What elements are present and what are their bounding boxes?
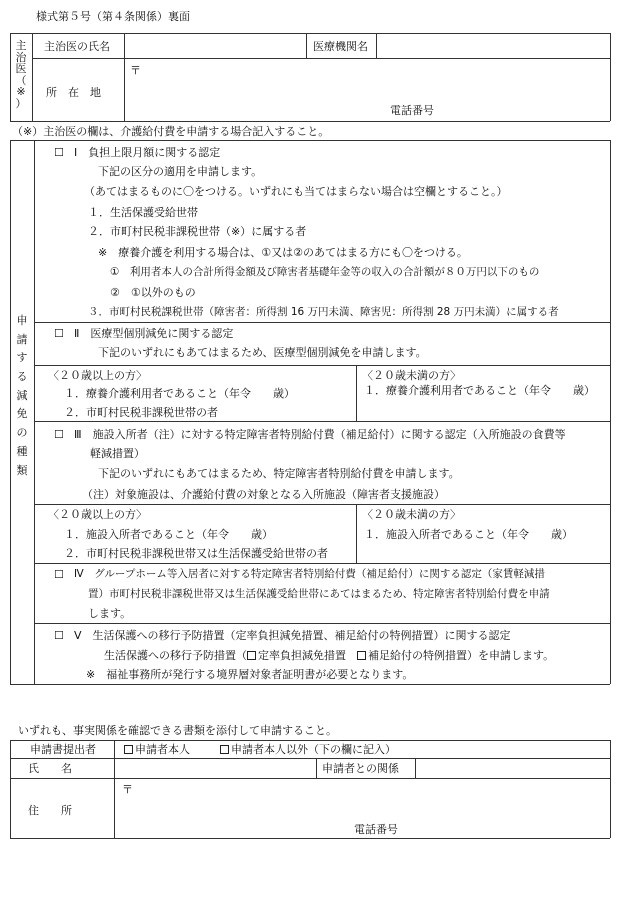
section-1-item1[interactable]: １．生活保護受給世帯 <box>88 206 198 219</box>
section-2-right-item1[interactable]: １．療養介護利用者であること（年令 歳） <box>364 384 595 397</box>
doctor-phone-field[interactable] <box>446 102 606 119</box>
section-3-title: Ⅲ 施設入所者（注）に対する特定障害者特別給付費（補足給付）に関する認定（入所施設の食費等 <box>74 428 566 441</box>
section-2-title: Ⅱ 医療型個別減免に関する認定 <box>74 327 234 340</box>
doctor-phone-label: 電話番号 <box>390 104 434 117</box>
section-2-left-head: 〈２０歳以上の方〉 <box>48 369 147 382</box>
section-3-line1: 下記のいずれにもあてはまるため、特定障害者特別給付費を申請します。 <box>98 467 460 480</box>
submitter-phone-label: 電話番号 <box>354 823 398 836</box>
section-1-line1: 下記の区分の適用を申請します。 <box>98 165 263 178</box>
submitter-name-field[interactable] <box>116 760 314 776</box>
section-2-line1: 下記のいずれにもあてはまるため、医療型個別減免を申請します。 <box>98 346 427 359</box>
attachment-note: いずれも、事実関係を確認できる書類を添付して申請すること。 <box>18 724 337 737</box>
section-3-left-item2[interactable]: ２．市町村民税非課税世帯又は生活保護受給世帯の者 <box>64 547 328 560</box>
submitter-other-checkbox[interactable] <box>220 745 229 754</box>
section-2-left-item2[interactable]: ２．市町村民税非課税世帯の者 <box>64 406 218 419</box>
supplementary-benefit-checkbox[interactable] <box>357 651 366 660</box>
section-2-right-head: 〈２０歳未満の方〉 <box>362 369 461 382</box>
relation-field[interactable] <box>417 760 608 776</box>
doctor-side-label: 主 治 医 （ ※ ） <box>15 39 27 110</box>
section-3-title-cont: 軽減措置） <box>90 447 145 460</box>
relation-label: 申請者との関係 <box>322 762 399 775</box>
institution-label: 医療機関名 <box>313 40 368 53</box>
section-4-checkbox[interactable]: ☐ <box>54 568 64 581</box>
section-1-title: Ⅰ 負担上限月額に関する認定 <box>74 146 221 159</box>
section-1-item3[interactable]: ３．市町村民税課税世帯（障害者：所得割 16 万円未満、障害児：所得割 28 万円未満）に属する者 <box>88 306 559 318</box>
section-1-note: ※ 療養介護を利用する場合は、①又は②のあてはまる方にも〇をつける。 <box>98 246 468 259</box>
doctor-postal-mark: 〒 <box>130 64 141 77</box>
section-4-line1: Ⅳ グループホーム等入居者に対する特定障害者特別給付費（補足給付）に関する認定（家賃軽減措 <box>74 568 545 580</box>
section-1-sub1[interactable]: ① 利用者本人の合計所得金額及び障害者基礎年金等の収入の合計額が８０万円以下のもの <box>110 266 540 278</box>
section-1-sub2[interactable]: ② ①以外のもの <box>110 286 196 299</box>
submitter-address-field[interactable] <box>136 780 608 818</box>
section-3-left-head: 〈２０歳以上の方〉 <box>48 508 147 521</box>
section-3-left-item1[interactable]: １．施設入所者であること（年令 歳） <box>64 528 273 541</box>
submitter-self-checkbox[interactable] <box>124 745 133 754</box>
section-4-line3: します。 <box>88 607 132 620</box>
supplementary-benefit-label: 補足給付の特例措置 <box>368 649 467 662</box>
fixed-rate-reduction-label: 定率負担減免措置 <box>258 649 346 662</box>
fixed-rate-reduction-checkbox[interactable] <box>247 651 256 660</box>
section-3-right-item1[interactable]: １．施設入所者であること（年令 歳） <box>364 528 573 541</box>
section-1-checkbox[interactable]: ☐ <box>54 146 64 159</box>
section-3-checkbox[interactable]: ☐ <box>54 428 64 441</box>
section-5-title: Ⅴ 生活保護への移行予防措置（定率負担減免措置、補足給付の特例措置）に関する認定 <box>74 629 511 642</box>
submitter-label: 申請書提出者 <box>30 743 96 756</box>
section-5-note: ※ 福祉事務所が発行する境界層対象者証明書が必要となります。 <box>86 668 414 681</box>
section-1-item2[interactable]: ２．市町村民税非課税世帯（※）に属する者 <box>88 225 307 238</box>
institution-field[interactable] <box>378 35 608 56</box>
form-number: 様式第５号（第４条関係）裏面 <box>36 10 190 23</box>
section-5-checkbox[interactable]: ☐ <box>54 629 64 642</box>
section-2-checkbox[interactable]: ☐ <box>54 327 64 340</box>
doctor-name-label: 主治医の氏名 <box>44 40 110 53</box>
doctor-address-field[interactable] <box>144 60 608 100</box>
submitter-address-label: 住 所 <box>28 804 72 817</box>
section-2-left-item1[interactable]: １．療養介護利用者であること（年令 歳） <box>64 387 295 400</box>
section-5-line1: 生活保護への移行予防措置（ 定率負担減免措置 補足給付の特例措置）を申請します。 <box>104 649 555 662</box>
submitter-self-option[interactable]: 申請者本人 <box>124 744 190 755</box>
doctor-address-label: 所 在 地 <box>46 86 101 99</box>
doctor-name-field[interactable] <box>126 35 304 56</box>
submitter-postal-mark: 〒 <box>122 783 133 796</box>
section-3-note: （注）対象施設は、介護給付費の対象となる入所施設（障害者支援施設） <box>82 488 445 501</box>
reduction-side-label: 申 請 す る 減 免 の 種 類 <box>16 314 28 477</box>
submitter-name-label: 氏 名 <box>28 762 72 775</box>
doctor-note: （※）主治医の欄は、介護給付費を申請する場合記入すること。 <box>12 125 330 138</box>
section-4-line2: 置）市町村民税非課税世帯又は生活保護受給世帯にあてはまるため、特定障害者特別給付費を申請 <box>88 588 550 600</box>
section-3-right-head: 〈２０歳未満の方〉 <box>362 508 461 521</box>
section-1-line2: （あてはまるものに〇をつける。いずれにも当てはまらない場合は空欄とすること。） <box>84 185 508 198</box>
submitter-phone-field[interactable] <box>410 820 608 836</box>
submitter-other-option[interactable]: 申請者本人以外（下の欄に記入） <box>220 744 396 755</box>
